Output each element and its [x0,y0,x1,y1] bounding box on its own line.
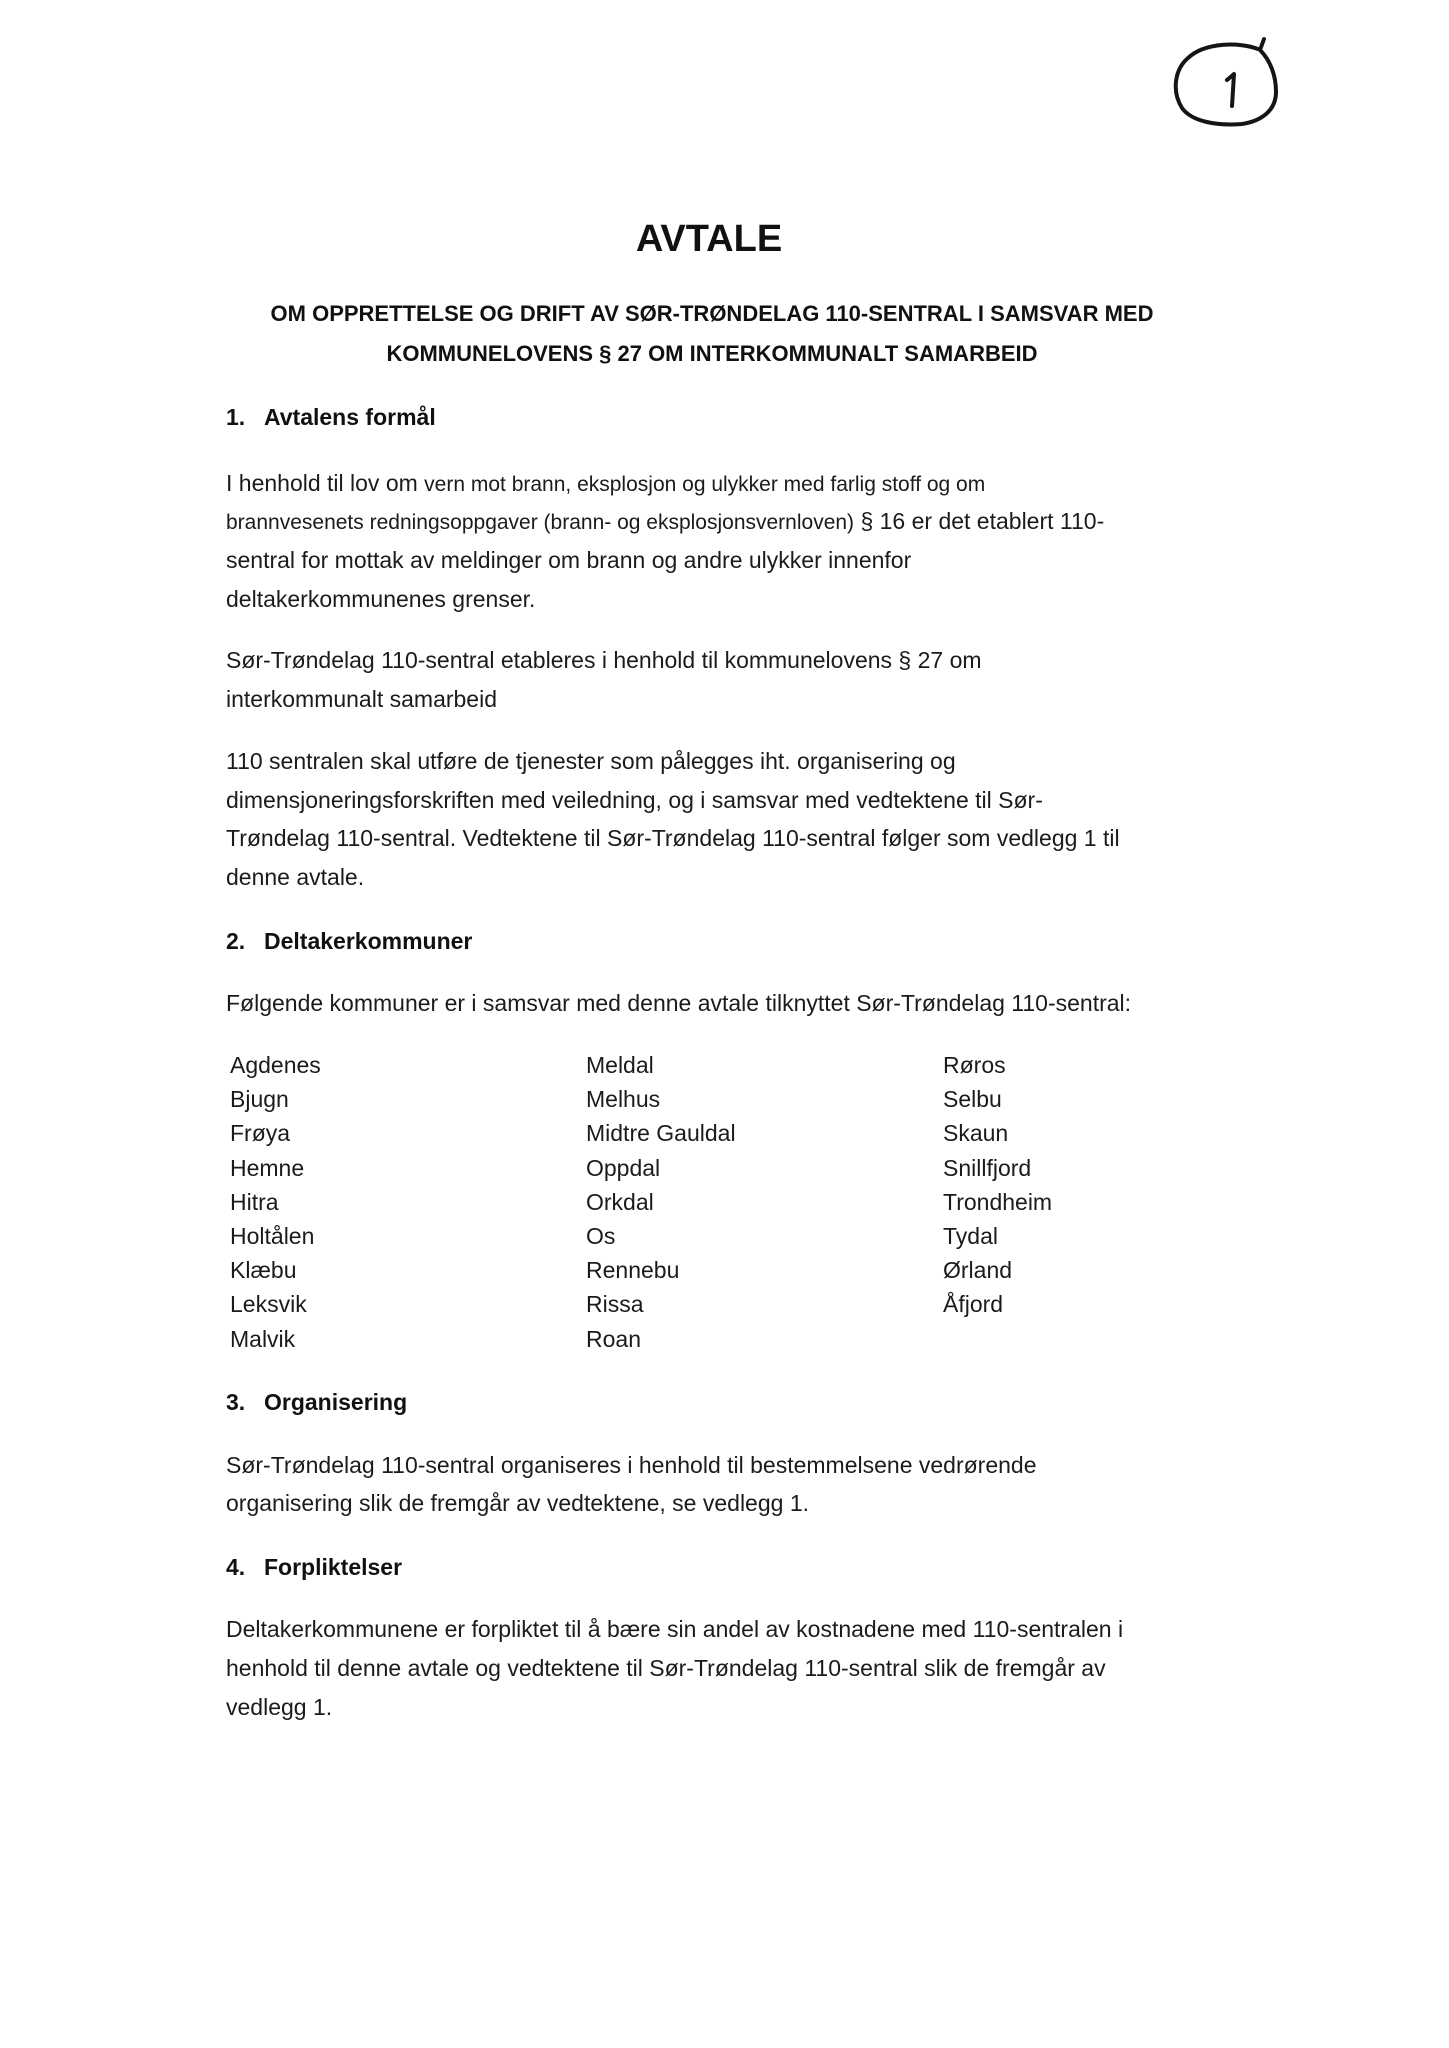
municipality-item: Åfjord [943,1291,1004,1318]
paragraph-line: Sør-Trøndelag 110-sentral etableres i henhold til kommunelovens § 27 om [226,647,982,673]
paragraph-line: sentral for mottak av meldinger om brann og andre ulykker innenfor [226,547,912,573]
document-subtitle-line: KOMMUNELOVENS § 27 OM INTERKOMMUNALT SAMARBEID [386,341,1038,366]
municipality-item: Hemne [230,1154,305,1181]
paragraph-line: henhold til denne avtale og vedtektene til Sør-Trøndelag 110-sentral slik de fremgår av [226,1655,1106,1681]
paragraph-line: deltakerkommunenes grenser. [226,586,536,612]
section-heading [226,402,436,432]
section-heading [226,1387,407,1417]
municipality-item: Røros [943,1052,1006,1078]
paragraph-line: Følgende kommuner er i samsvar med denne avtale tilknyttet Sør-Trøndelag 110-sentral: [226,990,1132,1016]
document-title: AVTALE [635,218,783,260]
municipality-item: Os [586,1222,616,1249]
text-segment: § 16 er det etablert 110- [860,508,1105,534]
paragraph-line [226,468,985,500]
section-number: 1. [226,404,246,430]
municipality-column [586,1048,736,1356]
text-segment: vern mot brann, eksplosjon og ulykker med farlig stoff og om [424,473,986,496]
municipality-item: Roan [586,1325,641,1352]
paragraph-line: interkommunalt samarbeid [226,686,498,712]
paragraph-line: Sør-Trøndelag 110-sentral organiseres i henhold til bestemmelsene vedrørende [226,1452,1037,1478]
section-title: Deltakerkommuner [264,928,473,954]
municipality-item: Rennebu [586,1257,680,1284]
municipality-item: Midtre Gauldal [586,1120,736,1147]
section-title: Avtalens formål [264,404,436,430]
municipality-item: Klæbu [230,1257,297,1284]
paragraph-line: dimensjoneringsforskriften med veiledning, og i samsvar med vedtektene til Sør- [226,787,1043,813]
municipality-item: Agdenes [230,1052,321,1078]
text-segment: I henhold til lov om [226,470,418,496]
paragraph-line: organisering slik de fremgår av vedtektene, se vedlegg 1. [226,1490,809,1516]
municipality-item: Tydal [943,1222,998,1249]
municipality-item: Leksvik [230,1291,307,1318]
municipality-item: Snillfjord [943,1154,1032,1181]
municipality-item: Rissa [586,1291,644,1318]
paragraph-line [226,506,1104,538]
municipality-item: Oppdal [586,1154,661,1181]
municipality-column [230,1048,321,1356]
paragraph-line: 110 sentralen skal utføre de tjenester som pålegges iht. organisering og [226,748,956,774]
municipality-item: Bjugn [230,1086,289,1113]
municipality-item: Hitra [230,1188,279,1215]
municipality-item: Frøya [230,1120,291,1147]
text-segment: brannvesenets redningsoppgaver (brann- og eksplosjonsvernloven) [226,511,855,534]
document-subtitle-line: OM OPPRETTELSE OG DRIFT AV SØR-TRØNDELAG 110-SENTRAL I SAMSVAR MED [270,301,1154,326]
municipality-item: Ørland [943,1257,1013,1284]
municipality-item: Orkdal [586,1188,654,1215]
paragraph-line: denne avtale. [226,864,365,890]
section-title: Organisering [264,1389,408,1415]
section-number: 2. [226,928,246,954]
section-heading [226,1552,402,1582]
municipality-item: Melhus [586,1086,661,1113]
handwritten-page-number [1160,30,1290,135]
municipality-item: Malvik [230,1325,296,1352]
municipality-column [943,1048,1052,1322]
municipality-item: Trondheim [943,1188,1053,1215]
section-number: 4. [226,1554,246,1580]
paragraph-line: Deltakerkommunene er forpliktet til å bære sin andel av kostnadene med 110-sentralen i [226,1616,1124,1642]
municipality-item: Skaun [943,1120,1009,1147]
section-title: Forpliktelser [264,1554,403,1580]
municipality-item: Meldal [586,1052,654,1078]
section-heading [226,926,472,956]
municipality-item: Selbu [943,1086,1002,1113]
paragraph-line: vedlegg 1. [226,1694,333,1720]
paragraph-line: Trøndelag 110-sentral. Vedtektene til Sør-Trøndelag 110-sentral følger som vedlegg 1 til [226,825,1120,851]
municipality-item: Holtålen [230,1222,315,1249]
section-number: 3. [226,1389,246,1415]
